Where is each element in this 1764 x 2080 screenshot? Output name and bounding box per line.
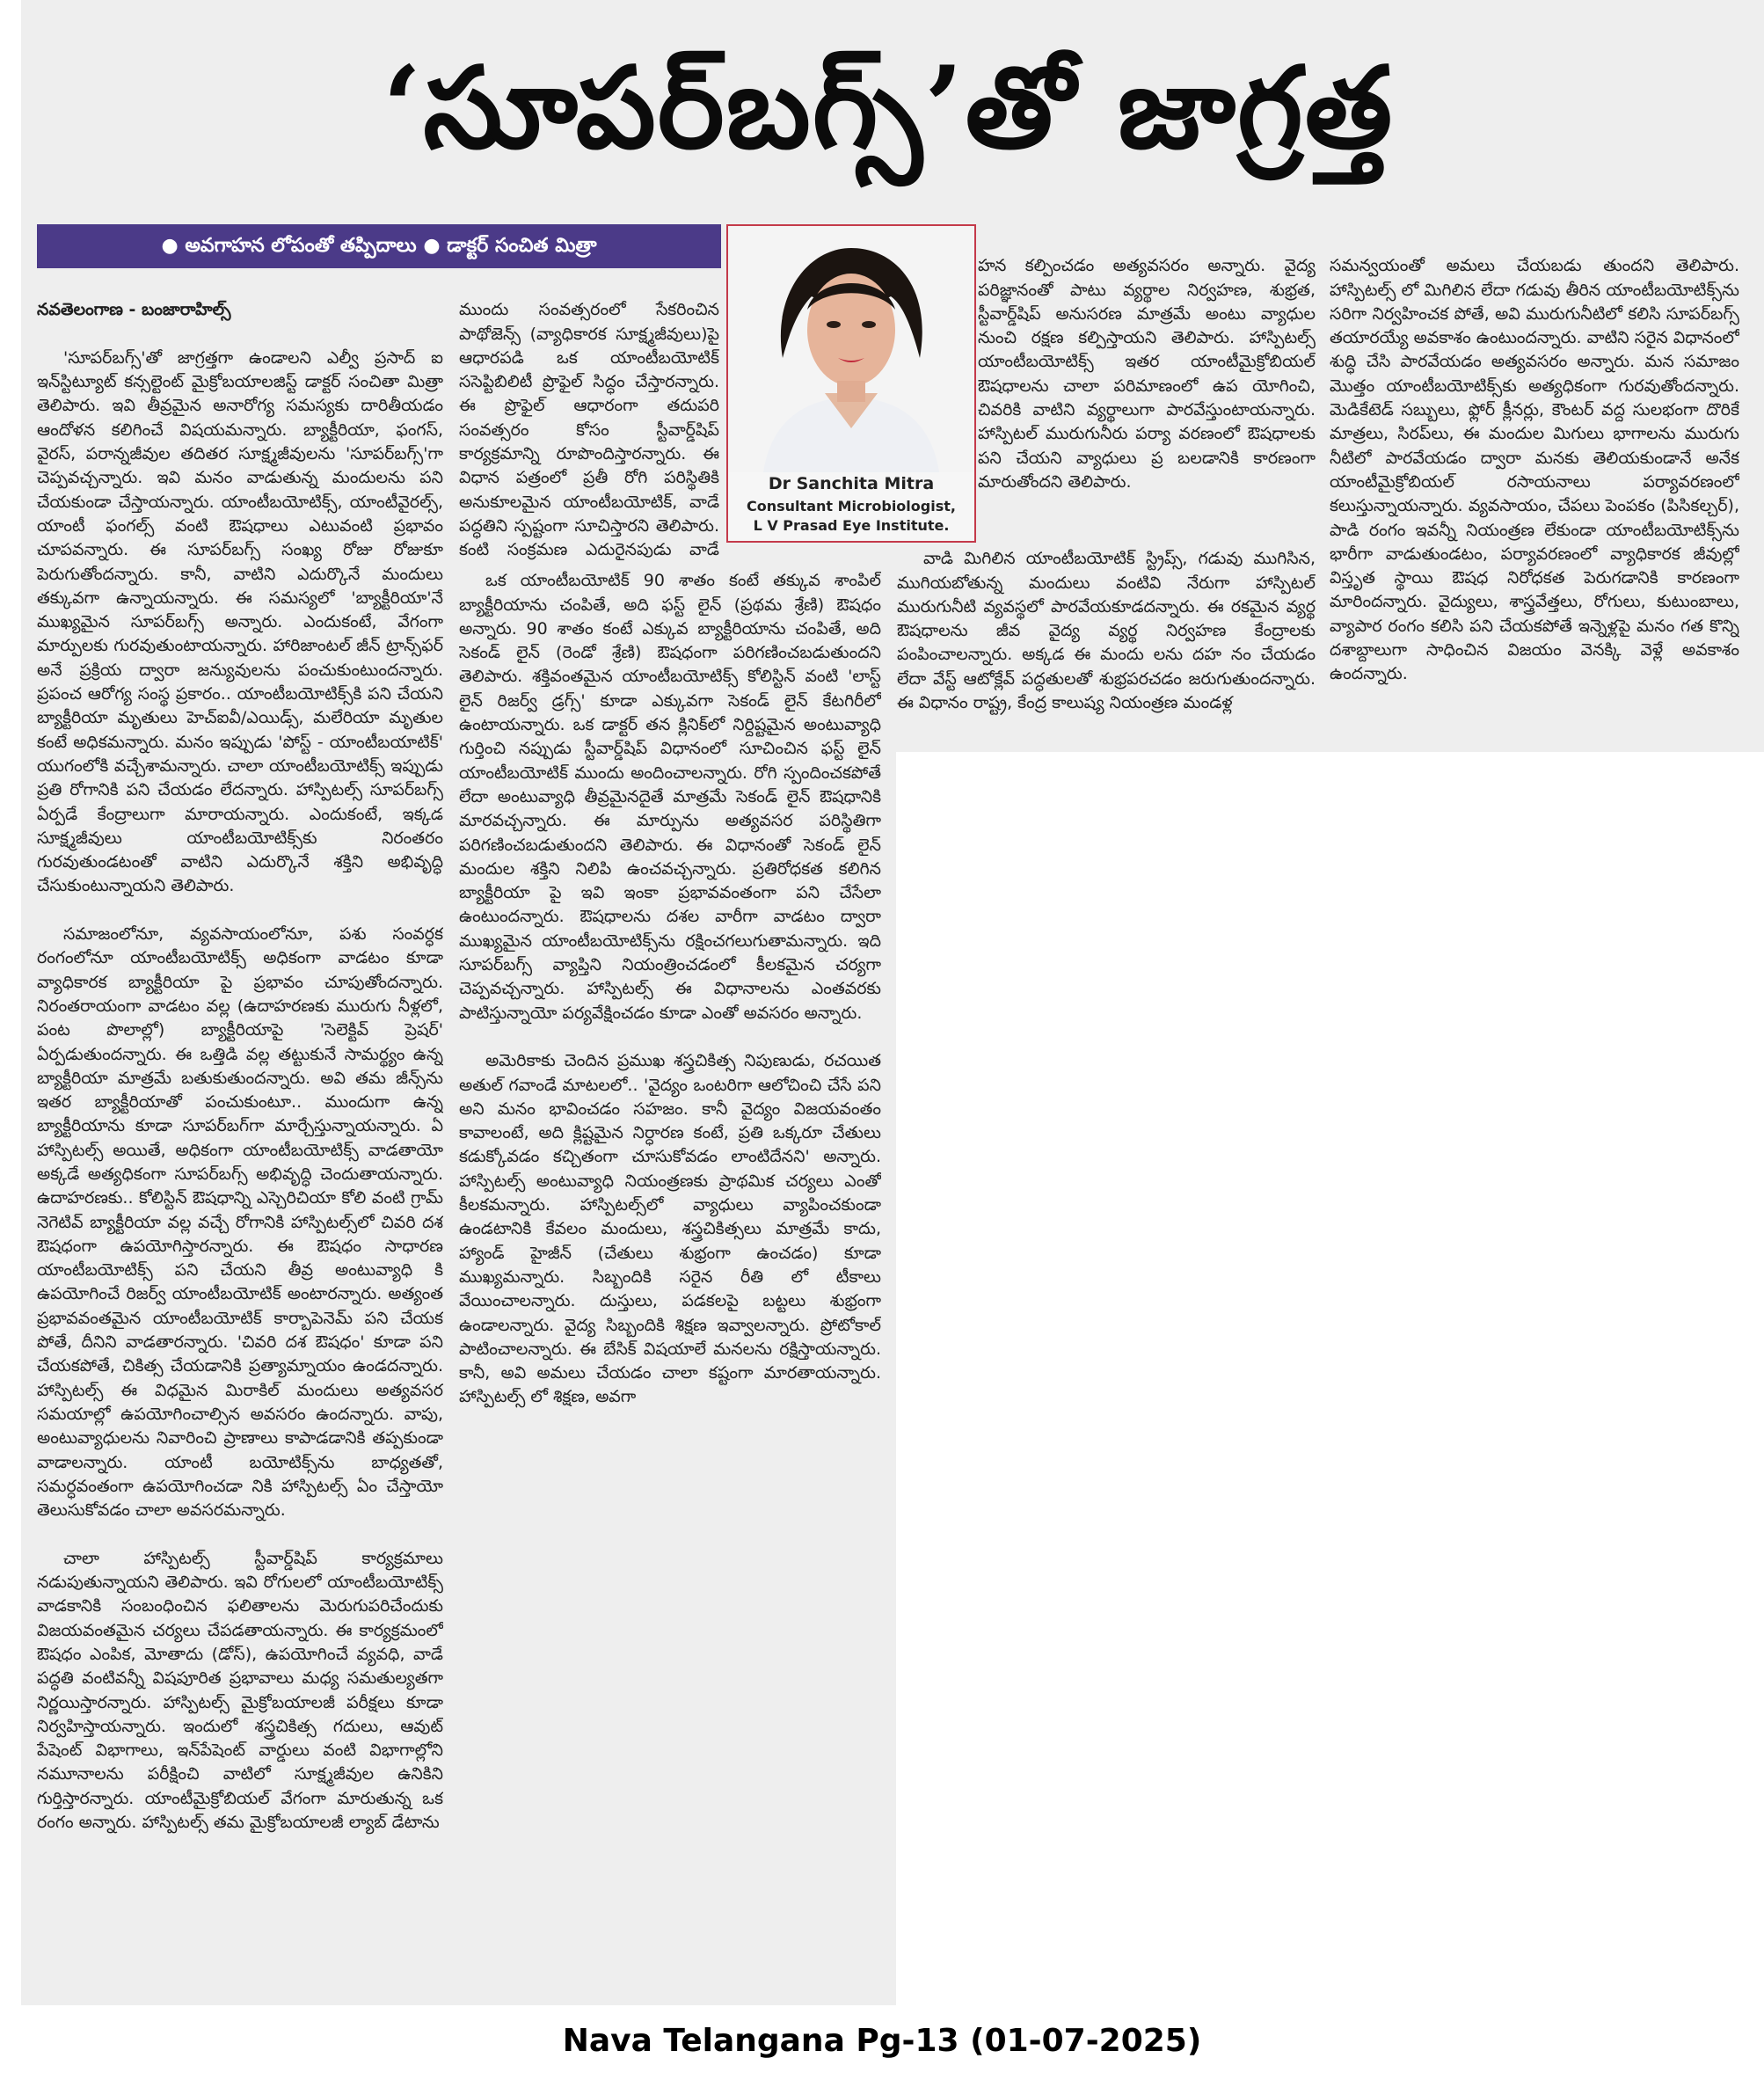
- article-column-3-top: [978, 230, 1316, 551]
- paragraph: హన కల్పించడం అత్యవసరం అన్నారు. వైద్య పరిజ్ఞానంతో పాటు వ్యర్థాల నిర్వహణ, శుభ్రత, స్టీవార్డ్‌షిప్ అనుసరణ మాత్రమే అంటు వ్యాధుల నుంచి రక్షణ కల్పిస్తాయని తెలిపారు. హాస్పిటల్స్ యాంటీబయోటిక్స్ ఇతర యాంటీమైక్రోబియల్ ఔషధాలను చాలా పరిమాణంలో ఉప యోగించి, చివరికి వాటిని వ్యర్థాలుగా పారవేస్తుంటాయన్నారు. హాస్పిటల్ మురుగునీరు పర్యా వరణంలో ఔషధాలకు పని చేయని వ్యాధులు ప్ర బలడానికి కారణంగా మారుతోందని తెలిపారు.: [978, 256, 1316, 492]
- article-column-1: [37, 274, 443, 1998]
- paragraph: సమన్వయంతో అమలు చేయబడు తుందని తెలిపారు. హాస్పిటల్స్ లో మిగిలిన లేదా గడువు తీరిన యాంటీబయోటిక్స్‌ను సరిగా నిర్వహించక పోతే, అవి మురుగునీటిలో కలిసి సూపర్‌బగ్స్ తయారయ్యే అవకాశం ఉంటుందన్నారు. వాటిని సరైన విధానంలో శుద్ధి చేసి పారవేయడం అత్యవసరం అన్నారు. మన సమాజం మొత్తం యాంటీబయోటిక్స్‌కు అత్యధికంగా గురవుతోందన్నారు. మెడికేటెడ్ సబ్బులు, ఫ్లోర్ క్లీనర్లు, కౌంటర్ వద్ద సులభంగా దొరికే మాత్రలు, సిరప్‌లు, ఈ మందుల మిగులు భాగాలను మురుగు నీటిలో పారవేయడం ద్వారా మనకు తెలియకుండానే అనేక యాంటీమైక్రోబియల్ రసాయనాలు పర్యావరణంలో కలుస్తున్నాయన్నారు. వ్యవసాయం, చేపలు పెంపకం (పిసికల్చర్), పాడి రంగం ఇవన్నీ నియంత్రణ లేకుండా యాంటీబయోటిక్స్‌ను భారీగా వాడుతుండటం, పర్యావరణంలో వ్యాధికారక జీవుల్లో విస్తృత స్థాయి ఔషధ నిరోధకత పెరుగడానికి కారణంగా మారిందన్నారు. వైద్యులు, శాస్త్రవేత్తలు, రోగులు, కుటుంబాలు, వ్యాపార రంగం కలిసి పని చేయకపోతే ఇన్నెళ్లపై మనం గత కొన్ని దశాబ్దాలుగా సాధించిన విజయం వెనక్కి వెళ్లే అవకాశం ఉందన్నారు.: [1330, 256, 1739, 684]
- photo-caption-institute: L V Prasad Eye Institute.: [753, 517, 950, 534]
- portrait-image: [728, 226, 974, 472]
- paragraph: ముందు సంవత్సరంలో సేకరించిన పాథోజెన్స్ (వ్యాధికారక సూక్ష్మజీవులు)పై ఆధారపడి ఒక యాంటీబయోటిక్ ససెప్టిబిలిటీ ప్రొఫైల్ సిద్ధం చేస్తారన్నారు. ఈ ప్రొఫైల్ ఆధారంగా తదుపరి సంవత్సరం కోసం స్టీవార్డ్‌షిప్ కార్యక్రమాన్ని రూపొందిస్తారన్నారు. ఈ విధాన పత్రంలో ప్రతీ రోగి పరిస్థితికి అనుకూలమైన యాంటీబయోటిక్, వాడే పద్ధతిని స్పష్టంగా సూచిస్తారని తెలిపారు. కంటి సంక్రమణ ఎదురైనపుడు వాడే: [459, 300, 719, 560]
- article-column-2: [459, 545, 881, 1996]
- author-photo: [726, 224, 976, 543]
- photo-caption-name: Dr Sanchita Mitra: [768, 474, 935, 493]
- paragraph: ఒక యాంటీబయోటిక్ 90 శాతం కంటే తక్కువ శాంపిల్ బ్యాక్టీరియాను చంపితే, అది ఫస్ట్ లైన్ (ప్రథమ శ్రేణి) ఔషధం అన్నారు. 90 శాతం కంటే ఎక్కువ బ్యాక్టీరియాను చంపితే, అది సెకండ్ లైన్ (రెండో శ్రేణి) ఔషధంగా పరిగణించబడుతుందని తెలిపారు. శక్తివంతమైన యాంటీబయోటిక్స్ కోలిస్టిన్ వంటి 'లాస్ట్ లైన్ రిజర్వ్ డ్రగ్స్' కూడా ఎక్కువగా సెకండ్ లైన్ కేటగిరీలో ఉంటాయన్నారు. ఒక డాక్టర్ తన క్లినిక్‌లో నిర్దిష్టమైన అంటువ్యాధి గుర్తించి నప్పుడు స్టీవార్డ్‌షిప్ విధానంలో సూచించిన ఫస్ట్ లైన్ యాంటీబయోటిక్ ముందు అందించాలన్నారు. రోగి స్పందించకపోతే లేదా అంటువ్యాధి తీవ్రమైనదైతే మాత్రమే సెకండ్ లైన్ ఔషధానికి మారవచ్చన్నారు. ఈ మార్పును అత్యవసర పరిస్థితిగా పరిగణించబడుతుందని తెలిపారు. ఈ విధానంతో సెకండ్ లైన్ మందుల శక్తిని నిలిపి ఉంచవచ్చన్నారు. ప్రతిరోధకత కలిగిన బ్యాక్టీరియా పై ఇవి ఇంకా ప్రభావవంతంగా పని చేసేలా ఉంటుందన్నారు. ఔషధాలను దశల వారీగా వాడటం ద్వారా ముఖ్యమైన యాంటీబయోటిక్స్‌ను రక్షించగలుగుతామన్నారు. ఇది సూపర్‌బగ్స్ వ్యాప్తిని నియంత్రించడంలో కీలకమైన చర్యగా చెప్పవచ్చన్నారు. హాస్పిటల్స్ ఈ విధానాలను ఎంతవరకు పాటిస్తున్నాయో పర్యవేక్షించడం కూడా ఎంతో అవసరం అన్నారు.: [459, 571, 881, 1023]
- kicker-banner: ● అవగాహన లోపంతో తప్పిదాలు ● డాక్టర్ సంచిత మిత్రా: [37, 224, 721, 268]
- dateline: నవతెలంగాణ - బంజారాహిల్స్: [37, 300, 231, 320]
- source-caption: Nava Telangana Pg-13 (01-07-2025): [562, 2023, 1202, 2059]
- article-column-2-top: [459, 274, 719, 565]
- paragraph: వాడి మిగిలిన యాంటీబయోటిక్ స్ట్రిప్స్, గడువు ముగిసిన, ముగియబోతున్న మందులు వంటివి నేరుగా హాస్పిటల్ మురుగునీటి వ్యవస్థలో పారవేయకూడదన్నారు. ఈ రకమైన వ్యర్థ ఔషధాలను జీవ వైద్య వ్యర్థ నిర్వహణ కేంద్రాలకు పంపించాలన్నారు. అక్కడ ఈ మందు లను దహ నం చేయడం లేదా వేస్ట్ ఆటోక్లేవ్ పద్ధతులతో శుభ్రపరచడం జరుగుతుందన్నారు. ఈ విధానం రాష్ట్ర, కేంద్ర కాలుష్య నియంత్రణ మండళ్ల: [897, 549, 1316, 713]
- headline: ‘సూపర్‌బగ్స్’తో జాగ్రత్త: [382, 42, 1395, 174]
- paragraph: అమెరికాకు చెందిన ప్రముఖ శస్త్రచికిత్స నిపుణుడు, రచయిత అతుల్ గవాండే మాటలలో.. 'వైద్యం ఒంటరిగా ఆలోచించి చేసే పని అని మనం భావించడం సహజం. కానీ వైద్యం విజయవంతం కావాలంటే, అది క్లిష్టమైన నిర్ధారణ కంటే, ప్రతి ఒక్కరూ చేతులు కడుక్కోవడం కచ్చితంగా చూసుకోవడం లాంటిదేనని' అన్నారు. హాస్పిటల్స్ అంటువ్యాధి నియంత్రణకు ప్రాథమిక చర్యలు ఎంతో కీలకమన్నారు. హాస్పిటల్స్‌లో వ్యాధులు వ్యాపించకుండా ఉండటానికి కేవలం మందులు, శస్త్రచికిత్సలు మాత్రమే కాదు, హ్యాండ్ హైజీన్ (చేతులు శుభ్రంగా ఉంచడం) కూడా ముఖ్యమన్నారు. సిబ్బందికి సరైన రీతి లో టీకాలు వేయించాలన్నారు. దుస్తులు, పడకలపై బట్టలు శుభ్రంగా ఉండాలన్నారు. వైద్య సిబ్బందికి శిక్షణ ఇవ్వాలన్నారు. ప్రోటోకాల్ పాటించాలన్నారు. ఈ బేసిక్ విషయాలే మనలను రక్షిస్తాయన్నారు. కానీ, అవి అమలు చేయడం చాలా కష్టంగా మారతాయన్నారు. హాస్పిటల్స్ లో శిక్షణ, అవగా: [459, 1051, 881, 1407]
- article-column-3: [897, 523, 1316, 743]
- paragraph: సమాజంలోనూ, వ్యవసాయంలోనూ, పశు సంవర్ధక రంగంలోనూ యాంటీబయోటిక్స్ అధికంగా వాడటం కూడా వ్యాధికారక బ్యాక్టీరియా పై ప్రభావం చూపుతోందన్నారు. నిరంతరాయంగా వాడటం వల్ల (ఉదాహరణకు మురుగు నీళ్లలో, పంట పొలాల్లో) బ్యాక్టీరియాపై 'సెలెక్టివ్ ప్రెషర్' ఏర్పడుతుందన్నారు. ఈ ఒత్తిడి వల్ల తట్టుకునే సామర్థ్యం ఉన్న బ్యాక్టీరియా మాత్రమే బతుకుతుందన్నారు. అవి తమ జీన్స్‌ను ఇతర బ్యాక్టీరియాతో పంచుకుంటూ.. ముందుగా ఉన్న బ్యాక్టీరియాను కూడా సూపర్‌బగ్‌గా మార్చేస్తున్నాయన్నారు. ఏ హాస్పిటల్స్ అయితే, అధికంగా యాంటీబయోటిక్స్ వాడతాయో అక్కడే అత్యధికంగా సూపర్‌బగ్స్ అభివృద్ధి చెందుతాయన్నారు. ఉదాహరణకు.. కోలిస్టిన్ ఔషధాన్ని ఎస్చెరిచియా కోలి వంటి గ్రామ్ నెగెటివ్ బ్యాక్టీరియా వల్ల వచ్చే రోగానికి హాస్పిటల్స్‌లో చివరి దశ ఔషధంగా ఉపయోగిస్తారన్నారు. ఈ ఔషధం సాధారణ యాంటీబయోటిక్స్ పని చేయని తీవ్ర అంటువ్యాధి కి ఉపయోగించే రిజర్వ్ యాంటీబయోటిక్ అంటారన్నారు. అత్యంత ప్రభావవంతమైన యాంటీబయోటిక్ కార్బాపెనెమ్ పని చేయక పోతే, దీనిని వాడతారన్నారు. 'చివరి దశ ఔషధం' కూడా పని చేయకపోతే, చికిత్స చేయడానికి ప్రత్యామ్నాయం ఉండదన్నారు. హాస్పిటల్స్ ఈ విధమైన మిరాకిల్ మందులు అత్యవసర సమయాల్లో ఉపయోగించాల్సిన అవసరం ఉందన్నారు. వాపు, అంటువ్యాధులను నివారించి ప్రాణాలు కాపాడడానికి తప్పకుండా వాడాలన్నారు. యాంటీ బయోటిక్స్‌ను బాధ్యతతో, సమర్ధవంతంగా ఉపయోగించడా నికి హాస్పిటల్స్ ఏం చేస్తాయో తెలుసుకోవడం చాలా అవసరమన్నారు.: [37, 924, 443, 1521]
- paragraph: 'సూపర్‌బగ్స్'తో జాగ్రత్తగా ఉండాలని ఎల్వీ ప్రసాద్ ఐ ఇన్‌స్టిట్యూట్ కన్సల్టెంట్ మైక్రోబయాలజిస్ట్ డాక్టర్ సంచితా మిత్రా తెలిపారు. ఇవి తీవ్రమైన అనారోగ్య సమస్యకు దారితీయడం ఆందోళన కలిగించే విషయమన్నారు. బ్యాక్టీరియా, ఫంగస్, వైరస్, పరాన్నజీవుల తదితర సూక్ష్మజీవులను 'సూపర్‌బగ్స్'గా చెప్పవచ్చన్నారు. ఇవి మనం వాడుతున్న మందులను పని చేయకుండా చేస్తాయన్నారు. యాంటీబయోటిక్స్, యాంటీవైరల్స్, యాంటీ ఫంగల్స్ వంటి ఔషధాలు ఎటువంటి ప్రభావం చూపవన్నారు. ఈ సూపర్‌బగ్స్ సంఖ్య రోజు రోజుకూ పెరుగుతోందన్నారు. కానీ, వాటిని ఎదుర్కొనే మందులు తక్కువగా ఉన్నాయన్నారు. ఈ సమస్యలో 'బ్యాక్టీరియా'నే ముఖ్యమైన సూపర్‌బగ్స్ అన్నారు. ఎందుకంటే, వేగంగా మార్పులకు గురవుతుంటాయన్నారు. హారిజాంటల్ జీన్ ట్రాన్స్‌ఫర్ అనే ప్రక్రియ ద్వారా జన్యువులను పంచుకుంటుందన్నారు. ప్రపంచ ఆరోగ్య సంస్థ ప్రకారం.. యాంటీబయోటిక్స్‌కి పని చేయని బ్యాక్టీరియా మృతులు హెచ్‌ఐవీ/ఎయిడ్స్, మలేరియా మృతుల కంటే అధికమన్నారు. మనం ఇప్పుడు 'పోస్ట్ - యాంటీబయాటిక్' యుగంలోకి వచ్చేశామన్నారు. చాలా యాంటీబయోటిక్స్ ఇప్పుడు ప్రతి రోగానికి పని చేయడం లేదన్నారు. హాస్పిటల్స్ సూపర్‌బగ్స్ ఏర్పడే కేంద్రాలుగా మారాయన్నారు. ఎందుకంటే, ఇక్కడ సూక్ష్మజీవులు యాంటీబయోటిక్స్‌కు నిరంతరం గురవుతుండటంతో వాటిని ఎదుర్కొనే శక్తిని అభివృద్ధి చేసుకుంటున్నాయని తెలిపారు.: [37, 347, 443, 896]
- article-column-4: [1330, 230, 1739, 745]
- photo-caption-title: Consultant Microbiologist,: [747, 498, 956, 515]
- paragraph: చాలా హాస్పిటల్స్ స్టీవార్డ్‌షిప్ కార్యక్రమాలు నడుపుతున్నాయని తెలిపారు. ఇవి రోగులలో యాంటీబయోటిక్స్ వాడకానికి సంబంధించిన ఫలితాలను మెరుగుపరిచేందుకు విజయవంతమైన చర్యలు చేపడతాయన్నారు. ఈ కార్యక్రమంలో ఔషధం ఎంపిక, మోతాదు (డోస్), ఉపయోగించే వ్యవధి, వాడే పద్ధతి వంటివన్నీ విషపూరిత ప్రభావాలు మధ్య సమతుల్యతగా నిర్ణయిస్తారన్నారు. హాస్పిటల్స్ మైక్రోబయాలజీ పరీక్షలు కూడా నిర్వహిస్తాయన్నారు. ఇందులో శస్త్రచికిత్స గదులు, ఆవుట్ పేషెంట్ విభాగాలు, ఇన్‌పేషెంట్ వార్డులు వంటి విభాగాల్లోని నమూనాలను పరీక్షించి వాటిలో సూక్ష్మజీవుల ఉనికిని గుర్తిస్తారన్నారు. యాంటీమైక్రోబియల్ వేగంగా మారుతున్న ఒక రంగం అన్నారు. హాస్పిటల్స్ తమ మైక్రోబయాలజీ ల్యాబ్ డేటాను: [37, 1548, 443, 1832]
